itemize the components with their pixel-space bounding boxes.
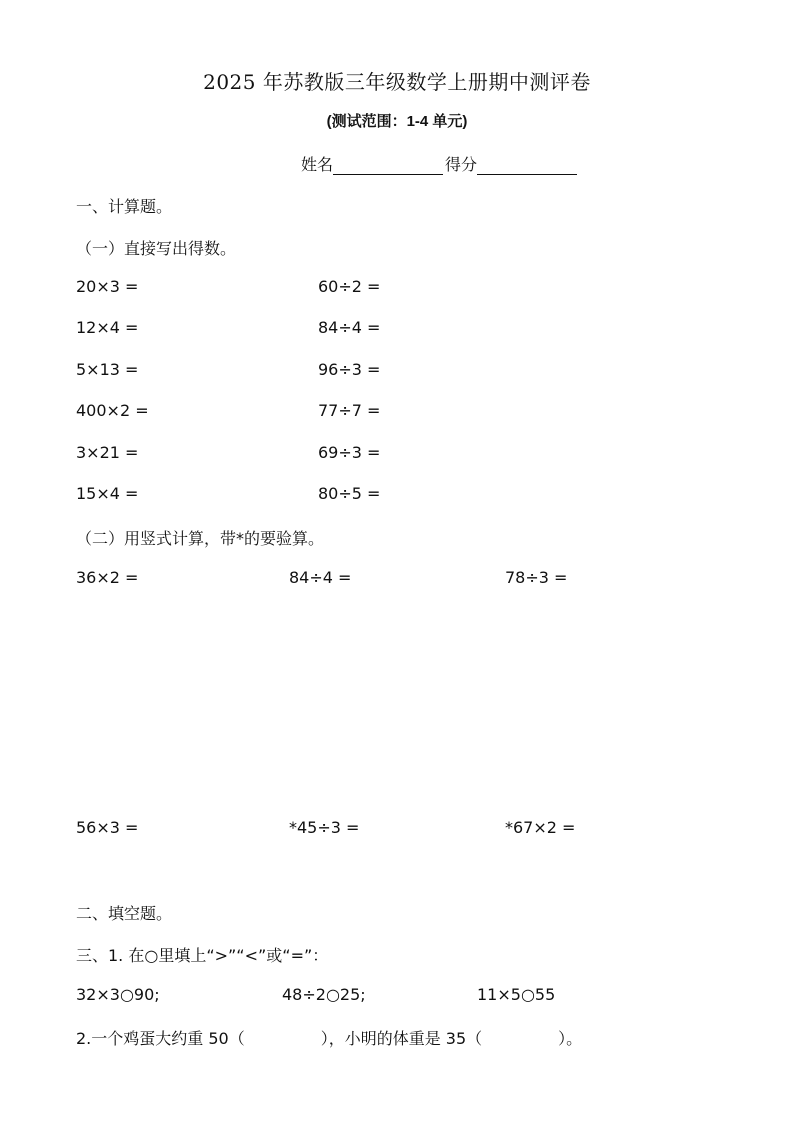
unit-question-part3: ）。 — [558, 1029, 583, 1048]
part2-heading: （二）用竖式计算，带*的要验算。 — [76, 529, 325, 548]
name-score-line — [301, 152, 579, 175]
score-label: 得分 — [445, 155, 478, 174]
compare-item: 32×3○90; — [76, 985, 160, 1004]
compare-question: 三、1. 在○里填上“>”“<”或“=”： — [76, 946, 329, 965]
vertical-calc-question: *67×2 = — [505, 818, 576, 837]
page-title: 2025 年苏教版三年级数学上册期中测评卷 — [203, 70, 591, 94]
section1-heading: 一、计算题。 — [76, 197, 173, 216]
part1-heading: （一）直接写出得数。 — [76, 239, 237, 258]
oral-question: 84÷4 = — [318, 318, 381, 337]
oral-question: 15×4 = — [76, 484, 139, 503]
vertical-calc-question: *45÷3 = — [289, 818, 360, 837]
oral-question: 80÷5 = — [318, 484, 381, 503]
oral-question: 12×4 = — [76, 318, 139, 337]
unit-question-part2: ），小明的体重是 35（ — [320, 1029, 483, 1048]
score-blank[interactable] — [477, 158, 577, 175]
vertical-calc-question: 36×2 = — [76, 568, 139, 587]
compare-item: 48÷2○25; — [282, 985, 366, 1004]
vertical-calc-question: 78÷3 = — [505, 568, 568, 587]
vertical-calc-question: 56×3 = — [76, 818, 139, 837]
section2-heading: 二、填空题。 — [76, 904, 173, 923]
compare-item: 11×5○55 — [477, 985, 556, 1004]
oral-question: 69÷3 = — [318, 443, 381, 462]
oral-question: 20×3 = — [76, 277, 139, 296]
oral-question: 3×21 = — [76, 443, 139, 462]
oral-question: 60÷2 = — [318, 277, 381, 296]
oral-question: 77÷7 = — [318, 401, 381, 420]
oral-question: 400×2 = — [76, 401, 149, 420]
name-label: 姓名 — [301, 155, 334, 174]
oral-question: 5×13 = — [76, 360, 139, 379]
unit-question-part1: 2.一个鸡蛋大约重 50（ — [76, 1029, 245, 1048]
unit-question — [76, 1026, 582, 1049]
name-blank[interactable] — [333, 158, 443, 175]
test-scope: (测试范围：1-4 单元) — [326, 113, 468, 130]
vertical-calc-question: 84÷4 = — [289, 568, 352, 587]
oral-question: 96÷3 = — [318, 360, 381, 379]
